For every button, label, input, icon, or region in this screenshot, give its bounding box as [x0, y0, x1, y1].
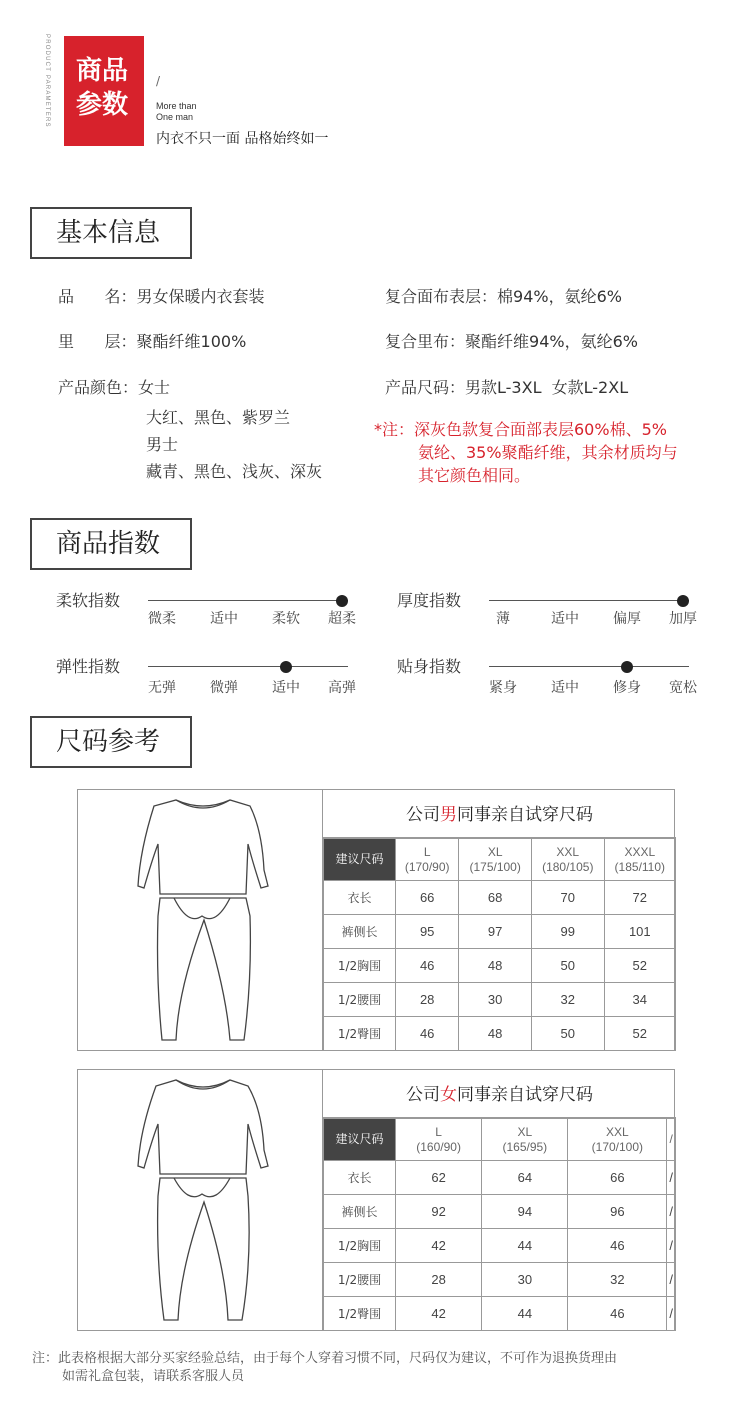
size-code: XXL [556, 844, 580, 859]
scale-level-marker [621, 661, 633, 673]
info-surface-label: 复合面布表层： [385, 287, 498, 306]
scale-level-marker [280, 661, 292, 673]
scale-tick-label: 薄 [496, 611, 510, 627]
table-row [324, 1263, 676, 1297]
value-cell: 64 [482, 1161, 568, 1195]
value-cell: 28 [396, 1263, 482, 1297]
value-cell: 46 [396, 949, 459, 983]
scale-track [489, 666, 689, 667]
table-row [324, 1161, 676, 1195]
size-header-cell: 建议尺码 [324, 1119, 396, 1161]
value-cell: 46 [396, 1017, 459, 1051]
value-cell: / [667, 1195, 676, 1229]
scale-level-marker [336, 595, 348, 607]
material-note-line-1: *注：深灰色款复合面部表层60%棉、5% [374, 420, 667, 439]
info-size-value: 男款L-3XL 女款L-2XL [465, 378, 629, 397]
section-title-basic: 基本信息 [30, 207, 192, 259]
info-inner-label: 复合里布： [385, 332, 466, 351]
info-color-label: 产品颜色： [58, 378, 139, 397]
women-size-title [323, 1070, 676, 1118]
size-column-header [396, 1119, 482, 1161]
value-cell: 46 [568, 1297, 667, 1331]
value-cell: 70 [531, 881, 604, 915]
scale-level-marker [677, 595, 689, 607]
section-title-size: 尺码参考 [30, 716, 192, 768]
size-code: XL [487, 844, 503, 859]
more-line-2: One man [156, 112, 194, 122]
info-size-label: 产品尺码： [385, 378, 466, 397]
more-than-text [156, 101, 197, 123]
scale-tick-label: 适中 [551, 611, 579, 627]
scale-label: 厚度指数 [397, 591, 462, 610]
info-color [58, 377, 170, 399]
size-column-header [604, 839, 675, 881]
row-label-cell: 裤侧长 [324, 1195, 396, 1229]
men-title-post: 同事亲自试穿尺码 [457, 805, 593, 825]
size-spec: (170/90) [404, 859, 450, 874]
value-cell: 68 [459, 881, 532, 915]
men-title-highlight: 男 [440, 805, 457, 825]
scale-track [489, 600, 689, 601]
value-cell: 52 [604, 949, 675, 983]
scale-label: 贴身指数 [397, 657, 462, 676]
value-cell: 50 [531, 1017, 604, 1051]
info-inner [385, 331, 638, 353]
value-cell: 30 [459, 983, 532, 1017]
table-row [324, 1297, 676, 1331]
size-header-cell: 建议尺码 [324, 839, 396, 881]
value-cell: 52 [604, 1017, 675, 1051]
row-label-cell: 衣长 [324, 881, 396, 915]
value-cell: 32 [531, 983, 604, 1017]
scale-tick-label: 适中 [551, 680, 579, 696]
table-row [324, 1195, 676, 1229]
info-inner-value: 聚酯纤维94%，氨纶6% [465, 332, 638, 351]
scale-label: 柔软指数 [56, 591, 121, 610]
row-label-cell: 1/2臀围 [324, 1297, 396, 1331]
men-title-pre: 公司 [406, 805, 440, 825]
row-label-cell: 1/2腰围 [324, 1263, 396, 1297]
value-cell: 32 [568, 1263, 667, 1297]
value-cell: 48 [459, 949, 532, 983]
row-label-cell: 1/2胸围 [324, 1229, 396, 1263]
women-title-highlight: 女 [440, 1085, 457, 1105]
women-size-chart [77, 1069, 675, 1331]
parameters-badge [64, 36, 144, 146]
scale-label: 弹性指数 [56, 657, 121, 676]
value-cell: 48 [459, 1017, 532, 1051]
scale-tick-label: 加厚 [669, 611, 697, 627]
more-line-1: More than [156, 101, 197, 111]
tagline: 内衣不只一面 品格始终如一 [156, 131, 329, 147]
value-cell: 50 [531, 949, 604, 983]
scale-tick-label: 柔软 [272, 611, 300, 627]
value-cell: 66 [396, 881, 459, 915]
value-cell: 92 [396, 1195, 482, 1229]
value-cell: / [667, 1297, 676, 1331]
info-surface [385, 286, 622, 308]
row-label-cell: 裤侧长 [324, 915, 396, 949]
info-color-women-list: 大红、黑色、紫罗兰 [146, 408, 291, 427]
size-column-header [482, 1119, 568, 1161]
table-row [324, 1229, 676, 1263]
material-note-line-3: 其它颜色相同。 [418, 466, 531, 485]
women-garment-icon [78, 1070, 323, 1332]
table-row [324, 983, 676, 1017]
size-code: / [669, 1132, 673, 1146]
value-cell: 42 [396, 1229, 482, 1263]
info-lining-label: 里 层： [58, 332, 137, 351]
badge-line-2: 参数 [76, 90, 129, 120]
scale-track [148, 600, 348, 601]
badge-line-1: 商品 [76, 56, 129, 86]
info-lining-value: 聚酯纤维100% [136, 332, 247, 351]
women-size-table [323, 1118, 676, 1331]
scale-tick-label: 宽松 [669, 680, 697, 696]
info-lining [58, 331, 246, 353]
info-name-label: 品 名： [58, 287, 137, 306]
material-note [374, 418, 724, 487]
row-label-cell: 1/2腰围 [324, 983, 396, 1017]
value-cell: 97 [459, 915, 532, 949]
footnote [32, 1350, 732, 1386]
info-color-men-list: 藏青、黑色、浅灰、深灰 [146, 462, 323, 481]
value-cell: 46 [568, 1229, 667, 1263]
info-color-list [146, 404, 322, 485]
value-cell: 99 [531, 915, 604, 949]
size-spec: (165/95) [502, 1139, 548, 1154]
value-cell: 44 [482, 1229, 568, 1263]
value-cell: 62 [396, 1161, 482, 1195]
size-column-header [396, 839, 459, 881]
size-spec: (175/100) [469, 859, 521, 874]
scale-tick-label: 高弹 [328, 680, 356, 696]
row-label-cell: 衣长 [324, 1161, 396, 1195]
scale-tick-label: 微柔 [148, 611, 176, 627]
footnote-line-2: 如需礼盒包装，请联系客服人员 [62, 1369, 245, 1384]
value-cell: 96 [568, 1195, 667, 1229]
size-spec: (185/110) [614, 859, 666, 874]
scale-tick-label: 紧身 [489, 680, 517, 696]
size-spec: (180/105) [542, 859, 594, 874]
women-title-pre: 公司 [406, 1085, 440, 1105]
size-code: XL [517, 1124, 533, 1139]
men-size-title [323, 790, 676, 838]
row-label-cell: 1/2胸围 [324, 949, 396, 983]
value-cell: 72 [604, 881, 675, 915]
size-code: L [435, 1124, 442, 1139]
value-cell: 101 [604, 915, 675, 949]
size-code: XXXL [624, 844, 656, 859]
info-surface-value: 棉94%，氨纶6% [497, 287, 622, 306]
scale-tick-label: 适中 [210, 611, 238, 627]
value-cell: 30 [482, 1263, 568, 1297]
table-row [324, 915, 676, 949]
info-name [58, 286, 265, 308]
women-title-post: 同事亲自试穿尺码 [457, 1085, 593, 1105]
scale-track [148, 666, 348, 667]
size-spec: (170/100) [591, 1139, 644, 1154]
info-name-value: 男女保暖内衣套装 [136, 287, 265, 306]
men-size-chart [77, 789, 675, 1051]
value-cell: 66 [568, 1161, 667, 1195]
size-column-header [568, 1119, 667, 1161]
value-cell: 94 [482, 1195, 568, 1229]
men-size-table [323, 838, 676, 1051]
scale-tick-label: 偏厚 [613, 611, 641, 627]
row-label-cell: 1/2臀围 [324, 1017, 396, 1051]
value-cell: 28 [396, 983, 459, 1017]
footnote-line-1: 注：此表格根据大部分买家经验总结，由于每个人穿着习惯不同，尺码仅为建议，不可作为退换货理由 [32, 1351, 618, 1366]
value-cell: 34 [604, 983, 675, 1017]
scale-tick-label: 适中 [272, 680, 300, 696]
men-garment-illustration [78, 790, 323, 1050]
material-note-line-2: 氨纶、35%聚酯纤维，其余材质均与 [418, 443, 678, 462]
value-cell: 44 [482, 1297, 568, 1331]
size-column-header [667, 1119, 676, 1161]
value-cell: / [667, 1229, 676, 1263]
value-cell: 95 [396, 915, 459, 949]
section-title-index: 商品指数 [30, 518, 192, 570]
slash-mark: / [156, 74, 161, 88]
size-code: XXL [606, 1124, 629, 1139]
men-garment-icon [78, 790, 323, 1052]
size-spec: (160/90) [416, 1139, 461, 1154]
scale-tick-label: 微弹 [210, 680, 238, 696]
info-size [385, 377, 628, 399]
size-column-header [459, 839, 532, 881]
vertical-caption: PRODUCT PARAMETERS [44, 34, 50, 128]
value-cell: 42 [396, 1297, 482, 1331]
value-cell: / [667, 1263, 676, 1297]
table-row [324, 881, 676, 915]
value-cell: / [667, 1161, 676, 1195]
size-column-header [531, 839, 604, 881]
women-garment-illustration [78, 1070, 323, 1330]
scale-tick-label: 超柔 [328, 611, 356, 627]
size-code: L [423, 844, 431, 859]
info-color-men: 男士 [146, 435, 179, 454]
info-color-women: 女士 [138, 378, 171, 397]
scale-tick-label: 无弹 [148, 680, 176, 696]
scale-tick-label: 修身 [613, 680, 641, 696]
table-row [324, 1017, 676, 1051]
table-row [324, 949, 676, 983]
